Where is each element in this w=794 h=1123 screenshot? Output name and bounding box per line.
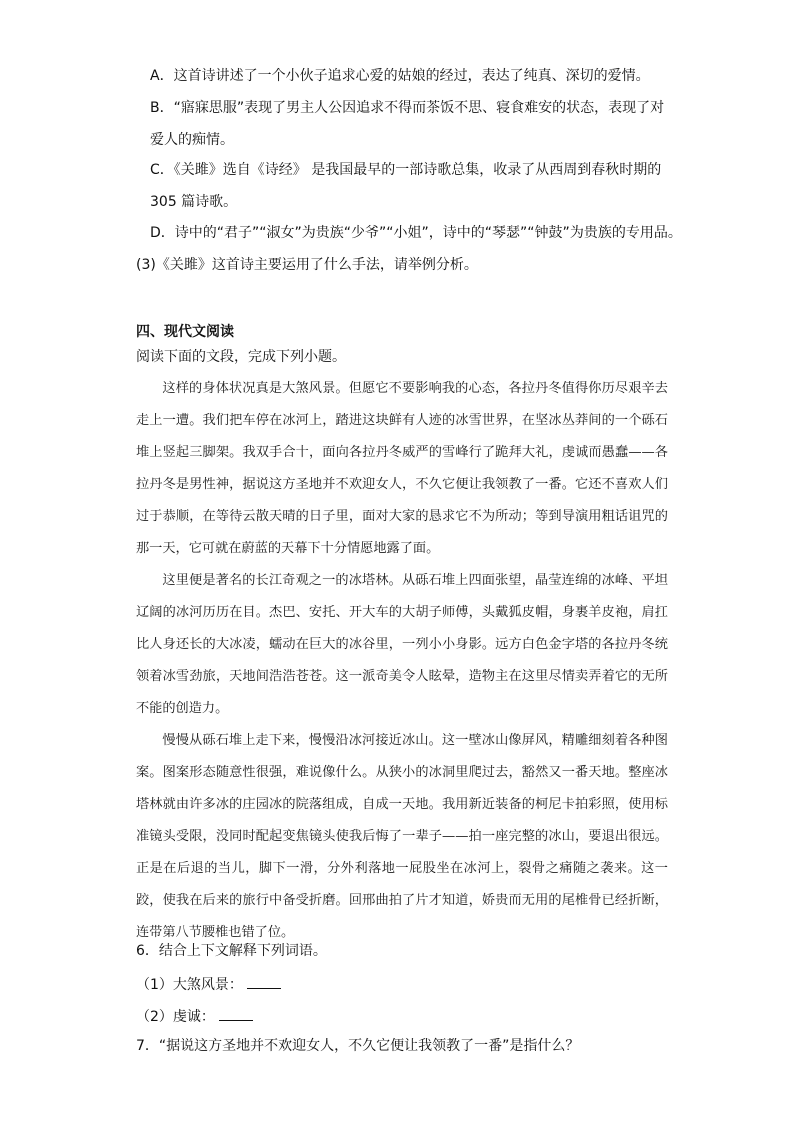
question-6-item-2-label: （2）虔诚：: [136, 1009, 215, 1025]
option-a: A．这首诗讲述了一个小伙子追求心爱的姑娘的经过，表达了纯真、深切的爱情。: [150, 68, 650, 84]
option-b-continued: 爱人的痴情。: [150, 132, 234, 148]
sub-question-3: (3)《关雎》这首诗主要运用了什么手法，请举例分析。: [136, 257, 478, 273]
section-instruction: 阅读下面的文段，完成下列小题。: [136, 349, 346, 365]
answer-blank: [219, 1006, 253, 1021]
question-6-item-1-label: （1）大煞风景：: [136, 977, 243, 993]
option-c: C．《关雎》选自《诗经》 是我国最早的一部诗歌总集，收录了从西周到春秋时期的: [150, 162, 662, 178]
option-c-continued: 305 篇诗歌。: [150, 194, 238, 210]
option-d: D．诗中的“君子”“淑女”为贵族“少爷”“小姐”，诗中的“琴瑟”“钟鼓”为贵族的专用品。: [150, 225, 682, 241]
reading-passage: [136, 373, 668, 949]
question-7-stem: 7．“据说这方圣地并不欢迎女人，不久它便让我领教了一番”是指什么？: [136, 1038, 580, 1054]
question-6-item-2: [136, 1006, 253, 1026]
question-6-item-1: [136, 974, 281, 994]
passage-paragraph-2: 这里便是著名的长江奇观之一的冰塔林。从砾石堆上四面张望，晶莹连绵的冰峰、平坦辽阔的冰河历历在目。杰巴、安托、开大车的大胡子师傅，头戴狐皮帽，身裹羊皮袍，肩扛比人身还长的大冰凌，蠕动在巨大的冰谷里，一列小小身影。远方白色金字塔的各拉丹冬统领着冰雪劲旅，天地间浩浩苍苍。这一派奇美令人眩晕，造物主在这里尽情卖弄着它的无所不能的创造力。: [136, 573, 668, 716]
answer-blank: [247, 974, 281, 989]
question-6-stem: 6．结合上下文解释下列词语。: [136, 943, 327, 959]
passage-paragraph-1: 这样的身体状况真是大煞风景。但愿它不要影响我的心态，各拉丹冬值得你历尽艰辛去走上一遭。我们把车停在冰河上，踏进这块鲜有人迹的冰雪世界，在坚冰丛莽间的一个砾石堆上竖起三脚架。我双手合十，面向各拉丹冬威严的雪峰行了跪拜大礼，虔诚而愚蠢——各拉丹冬是男性神，据说这方圣地并不欢迎女人，不久它便让我领教了一番。它还不喜欢人们过于恭顺，在等待云散天晴的日子里，面对大家的恳求它不为所动；等到导演用粗话诅咒的那一天，它可就在蔚蓝的天幕下十分情愿地露了面。: [136, 381, 668, 556]
option-b: B．“寤寐思服”表现了男主人公因追求不得而茶饭不思、寝食难安的状态，表现了对: [150, 100, 665, 116]
passage-paragraph-3: 慢慢从砾石堆上走下来，慢慢沿冰河接近冰山。这一壁冰山像屏风，精雕细刻着各种图案。图案形态随意性很强，难说像什么。从狭小的冰洞里爬过去，豁然又一番天地。整座冰塔林就由许多冰的庄园冰的院落组成，自成一天地。我用新近装备的柯尼卡拍彩照，使用标准镜头受限，没同时配起变焦镜头使我后悔了一辈子——拍一座完整的冰山，要退出很远。正是在后退的当儿，脚下一滑，分外利落地一屁股坐在冰河上，裂骨之痛随之袭来。这一跤，使我在后来的旅行中备受折磨。回邢曲拍了片才知道，娇贵而无用的尾椎骨已经折断，连带第八节腰椎也错了位。: [136, 733, 668, 940]
section-title: 四、现代文阅读: [136, 324, 234, 340]
